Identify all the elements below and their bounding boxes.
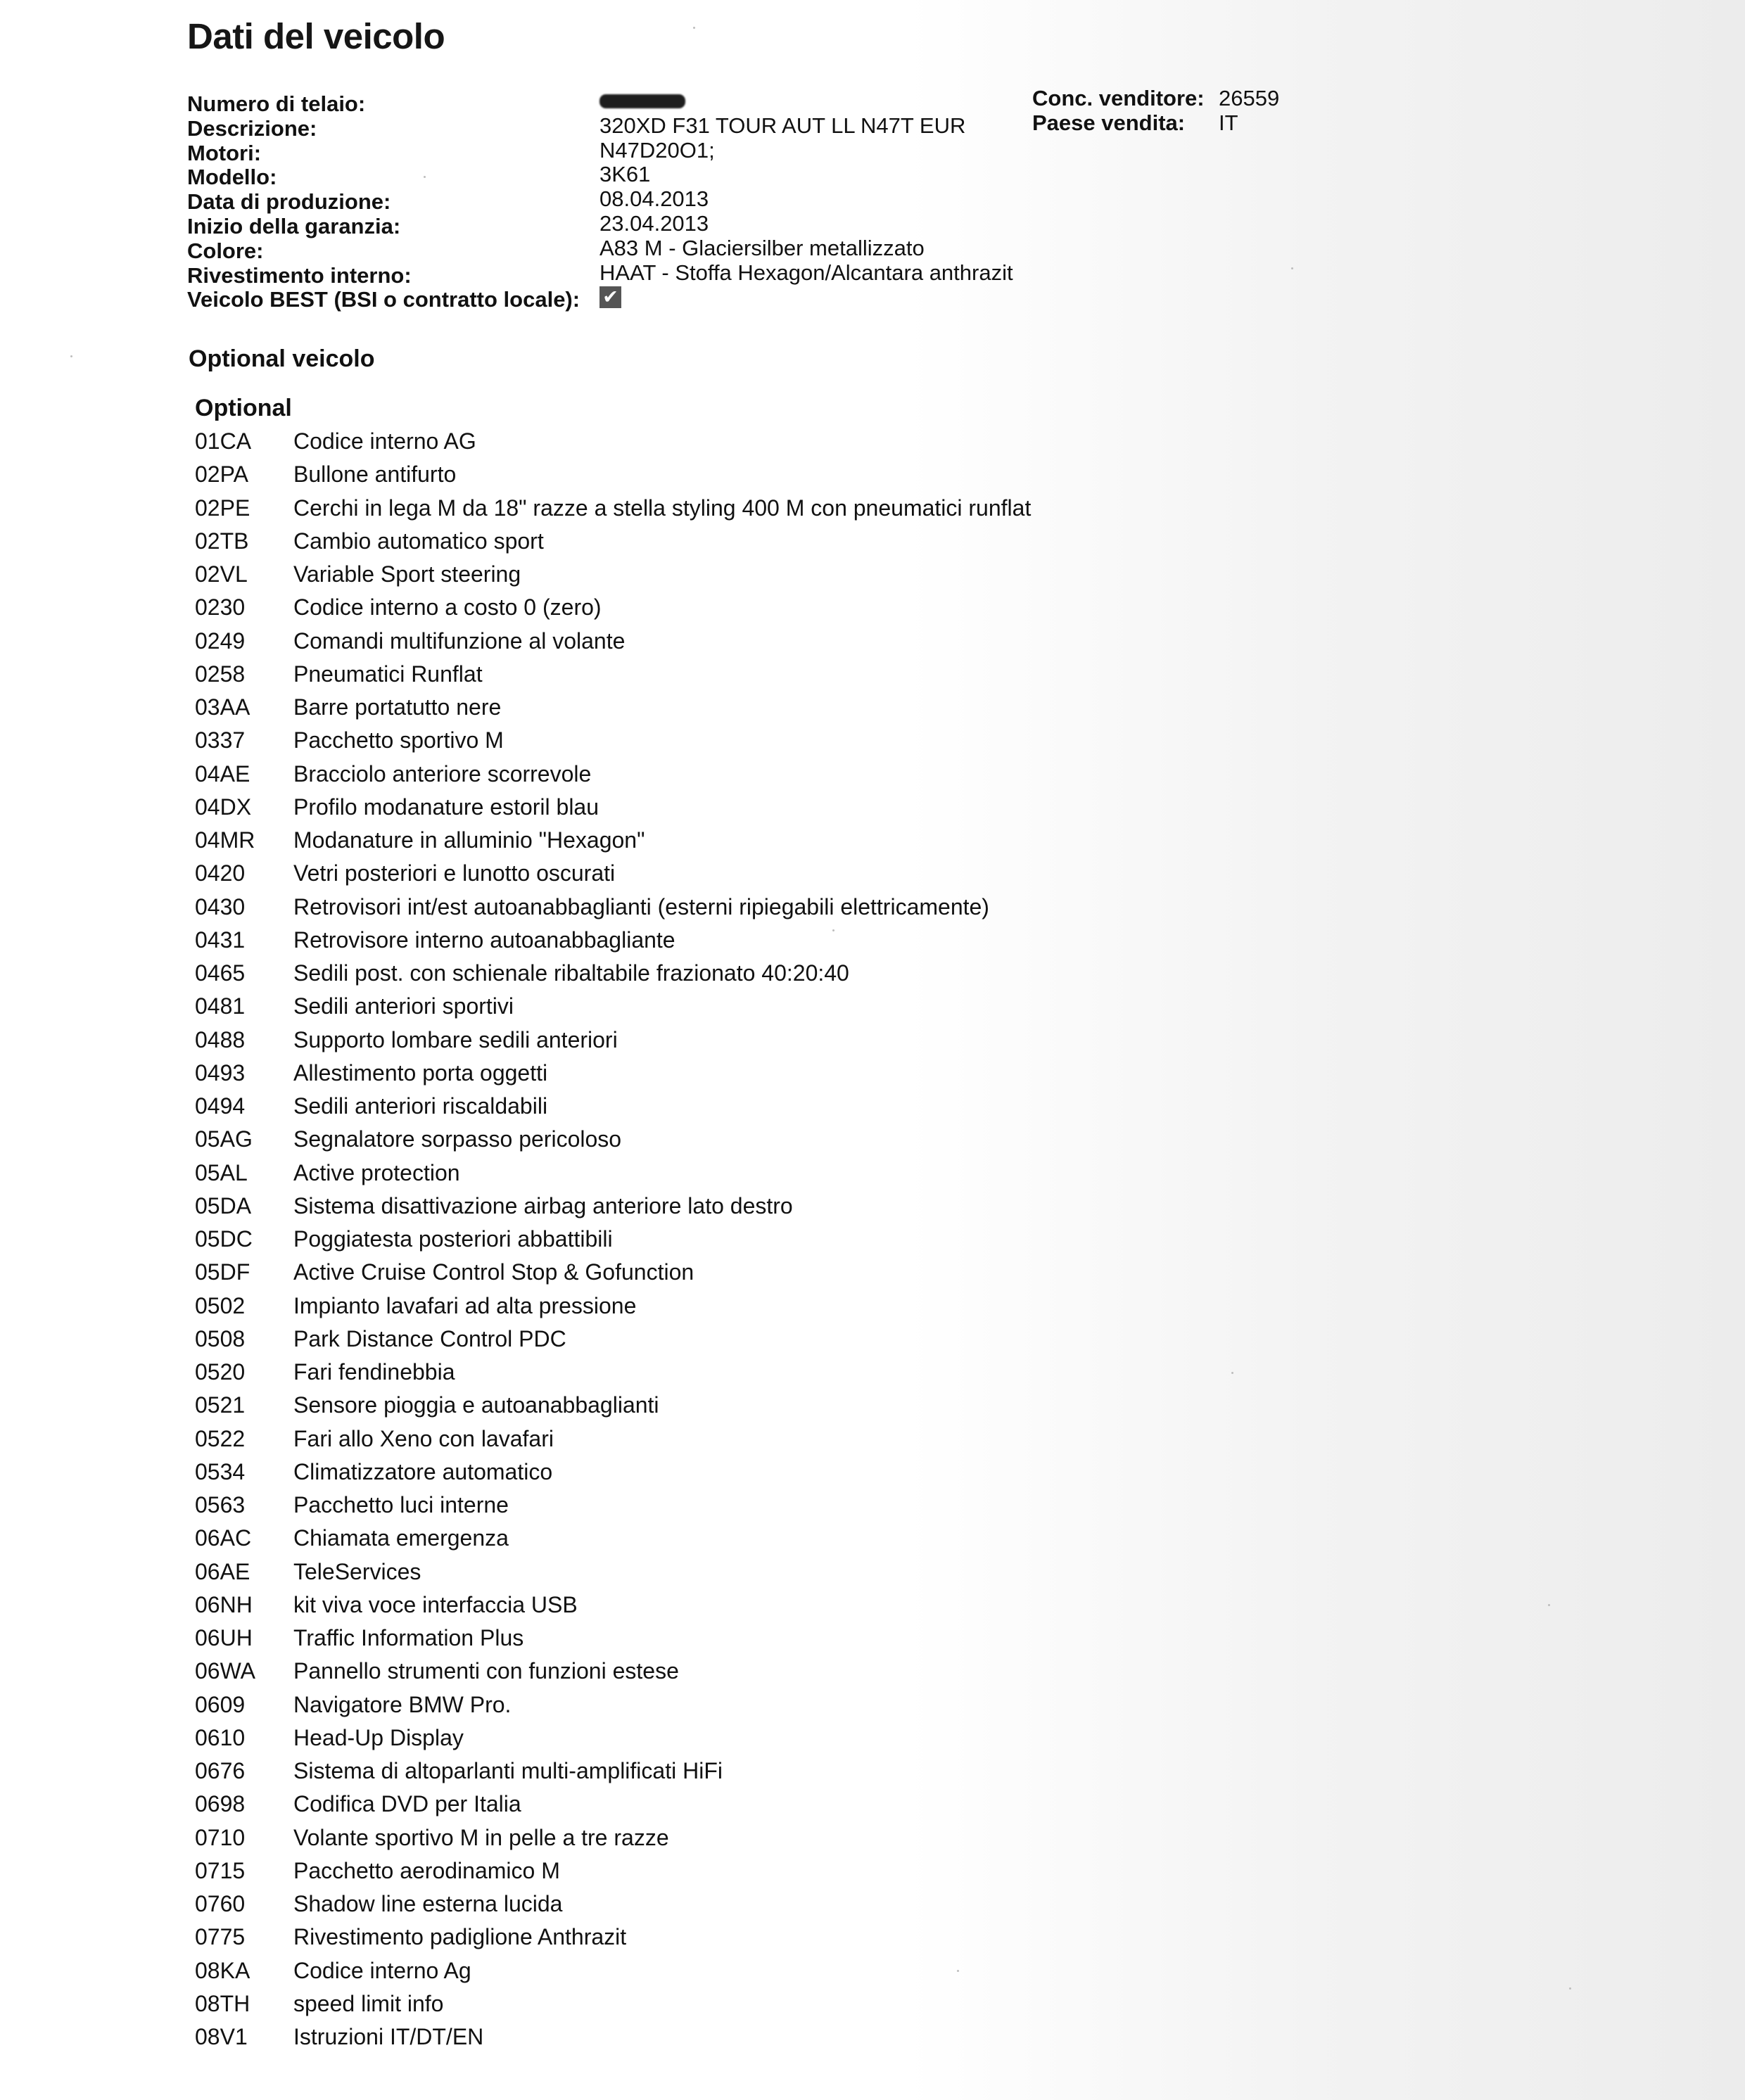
option-row <box>195 1356 1250 1389</box>
option-row <box>195 1788 1250 1821</box>
option-row <box>195 458 1250 491</box>
option-code: 06AC <box>195 1525 252 1551</box>
option-row <box>195 1223 1250 1256</box>
vehicle-info-labels <box>187 92 609 312</box>
option-description: Traffic Information Plus <box>293 1625 524 1650</box>
option-code: 05DA <box>195 1192 252 1218</box>
option-description: Head-Up Display <box>293 1724 464 1750</box>
option-description: Navigatore BMW Pro. <box>293 1691 512 1717</box>
country-label: Paese vendita: <box>1032 110 1186 135</box>
option-description: Pneumatici Runflat <box>293 661 483 687</box>
option-description: Pacchetto aerodinamico M <box>293 1857 560 1883</box>
option-description: Rivestimento padiglione Anthrazit <box>293 1924 627 1950</box>
option-code: 05AG <box>195 1126 253 1152</box>
value-model: 3K61 <box>599 162 651 187</box>
option-description: Allestimento porta oggetti <box>293 1059 548 1086</box>
option-row <box>195 625 1250 658</box>
option-code: 0563 <box>195 1492 246 1517</box>
vehicle-info-values <box>599 89 1036 310</box>
checkmark-icon: ✔ <box>602 286 618 308</box>
option-row <box>195 1888 1250 1921</box>
option-code: 0760 <box>195 1891 246 1916</box>
dealer-row <box>1032 87 1279 111</box>
scan-speck <box>70 355 72 357</box>
option-description: Sistema di altoparlanti multi-amplificati HiFi <box>293 1758 723 1783</box>
label-description: Descrizione: <box>187 115 317 141</box>
option-description: Bullone antifurto <box>293 462 457 488</box>
option-code: 0676 <box>195 1758 246 1783</box>
option-code: 01CA <box>195 428 252 454</box>
option-row <box>195 758 1250 791</box>
option-row <box>195 1123 1250 1156</box>
options-section-title: Optional veicolo <box>189 345 375 372</box>
option-code: 0488 <box>195 1026 246 1052</box>
option-row <box>195 1024 1250 1057</box>
option-row <box>195 1854 1250 1888</box>
dealer-value: 26559 <box>1219 86 1280 110</box>
option-row <box>195 724 1250 757</box>
option-code: 0715 <box>195 1857 246 1883</box>
value-best <box>599 285 1036 310</box>
option-row <box>195 1456 1250 1489</box>
option-row <box>195 1921 1250 1954</box>
option-row <box>195 1755 1250 1788</box>
option-description: Sedili post. con schienale ribaltabile frazionato 40:20:40 <box>293 960 849 986</box>
option-description: kit viva voce interfaccia USB <box>293 1591 578 1617</box>
option-description: Sensore pioggia e autoanabbaglianti <box>293 1392 659 1418</box>
option-description: Volante sportivo M in pelle a tre razze <box>293 1824 669 1850</box>
option-code: 0249 <box>195 628 246 654</box>
option-description: Poggiatesta posteriori abbattibili <box>293 1226 613 1252</box>
scan-speck <box>957 1970 959 1972</box>
option-row <box>195 2021 1250 2054</box>
option-code: 0431 <box>195 927 246 953</box>
option-description: TeleServices <box>293 1558 421 1584</box>
option-description: Chiamata emergenza <box>293 1525 509 1551</box>
option-description: Comandi multifunzione al volante <box>293 628 626 654</box>
option-code: 08V1 <box>195 2024 248 2049</box>
label-production-date: Data di produzione: <box>187 189 391 215</box>
option-description: Impianto lavafari ad alta pressione <box>293 1292 637 1318</box>
option-description: Bracciolo anteriore scorrevole <box>293 761 592 787</box>
option-row <box>195 1688 1250 1722</box>
option-code: 0420 <box>195 860 246 886</box>
option-row <box>195 591 1250 624</box>
option-row <box>195 1389 1250 1422</box>
option-description: Pannello strumenti con funzioni estese <box>293 1658 679 1684</box>
option-row <box>195 1555 1250 1589</box>
option-description: Retrovisore interno autoanabbagliante <box>293 927 675 953</box>
option-description: Variable Sport steering <box>293 561 521 587</box>
option-code: 03AA <box>195 694 250 720</box>
option-row <box>195 1057 1250 1090</box>
option-description: Barre portatutto nere <box>293 694 502 720</box>
option-description: Modanature in alluminio "Hexagon" <box>293 827 645 853</box>
option-description: Retrovisori int/est autoanabbaglianti (esterni ripiegabili elettricamente) <box>293 893 989 919</box>
option-description: Cerchi in lega M da 18" razze a stella styling 400 M con pneumatici runflat <box>293 495 1032 521</box>
option-description: Park Distance Control PDC <box>293 1325 566 1351</box>
option-description: Fari fendinebbia <box>293 1359 455 1385</box>
option-description: Sistema disattivazione airbag anteriore lato destro <box>293 1192 793 1218</box>
option-code: 0230 <box>195 594 246 621</box>
option-code: 04DX <box>195 794 252 820</box>
option-code: 0520 <box>195 1359 246 1385</box>
option-description: Shadow line esterna lucida <box>293 1891 563 1916</box>
option-description: Vetri posteriori e lunotto oscurati <box>293 860 616 886</box>
option-row <box>195 1821 1250 1854</box>
dealer-info <box>1032 87 1279 136</box>
option-code: 02TB <box>195 528 249 554</box>
scan-speck <box>1231 1372 1233 1374</box>
option-row <box>195 1157 1250 1190</box>
option-description: Segnalatore sorpasso pericoloso <box>293 1126 622 1152</box>
option-code: 05DC <box>195 1226 253 1252</box>
option-row <box>195 1090 1250 1123</box>
option-code: 0610 <box>195 1724 246 1750</box>
option-description: Istruzioni IT/DT/EN <box>293 2024 484 2049</box>
option-code: 0775 <box>195 1924 246 1950</box>
option-code: 0337 <box>195 727 246 753</box>
country-row <box>1032 111 1279 136</box>
option-row <box>195 1655 1250 1688</box>
scan-speck <box>1291 267 1293 269</box>
redacted-vin-mark <box>599 94 685 108</box>
value-interior: HAAT - Stoffa Hexagon/Alcantara anthrazit <box>599 260 1013 285</box>
option-code: 06UH <box>195 1625 253 1650</box>
option-code: 06WA <box>195 1658 255 1684</box>
value-production-date: 08.04.2013 <box>599 186 709 212</box>
page-title: Dati del veicolo <box>187 16 445 56</box>
option-description: Codice interno Ag <box>293 1957 471 1983</box>
dealer-label: Conc. venditore: <box>1032 86 1205 110</box>
option-row <box>195 1290 1250 1323</box>
option-row <box>195 1190 1250 1223</box>
option-row <box>195 1589 1250 1622</box>
option-code: 05AL <box>195 1159 248 1185</box>
option-code: 06NH <box>195 1591 253 1617</box>
option-code: 0698 <box>195 1791 246 1817</box>
option-description: Cambio automatico sport <box>293 528 544 554</box>
option-row <box>195 1423 1250 1456</box>
label-vin: Numero di telaio: <box>187 91 366 116</box>
value-description: 320XD F31 TOUR AUT LL N47T EUR <box>599 113 966 138</box>
option-row <box>195 558 1250 591</box>
option-code: 05DF <box>195 1259 250 1285</box>
options-list <box>195 425 1250 2054</box>
option-row <box>195 1722 1250 1755</box>
options-header: Optional <box>195 395 292 421</box>
option-code: 0430 <box>195 893 246 919</box>
option-description: Codice interno AG <box>293 428 476 454</box>
label-engines: Motori: <box>187 140 262 165</box>
option-code: 0508 <box>195 1325 246 1351</box>
option-description: Codice interno a costo 0 (zero) <box>293 594 602 621</box>
option-code: 04AE <box>195 761 250 787</box>
option-row <box>195 1323 1250 1356</box>
option-code: 08KA <box>195 1957 250 1983</box>
label-color: Colore: <box>187 238 264 263</box>
option-description: Profilo modanature estoril blau <box>293 794 599 820</box>
scan-speck <box>1548 1604 1550 1606</box>
option-row <box>195 525 1250 558</box>
option-code: 06AE <box>195 1558 250 1584</box>
option-code: 0258 <box>195 661 246 687</box>
value-vin <box>599 89 1036 114</box>
option-row <box>195 1987 1250 2021</box>
option-row <box>195 824 1250 857</box>
label-warranty-start: Inizio della garanzia: <box>187 213 401 238</box>
option-row <box>195 924 1250 957</box>
option-row <box>195 492 1250 525</box>
option-description: Sedili anteriori sportivi <box>293 993 514 1019</box>
scan-speck <box>693 27 695 29</box>
option-description: Codifica DVD per Italia <box>293 1791 521 1817</box>
option-description: Supporto lombare sedili anteriori <box>293 1026 618 1052</box>
option-row <box>195 857 1250 890</box>
option-description: speed limit info <box>293 1990 444 2016</box>
label-best: Veicolo BEST (BSI o contratto locale): <box>187 287 580 312</box>
option-description: Pacchetto luci interne <box>293 1492 509 1517</box>
option-row <box>195 1954 1250 1987</box>
option-row <box>195 691 1250 724</box>
option-code: 0609 <box>195 1691 246 1717</box>
option-row <box>195 1622 1250 1655</box>
scan-speck <box>832 929 835 931</box>
option-code: 0494 <box>195 1093 246 1119</box>
option-description: Fari allo Xeno con lavafari <box>293 1425 554 1451</box>
option-row <box>195 990 1250 1023</box>
option-code: 0465 <box>195 960 246 986</box>
option-row <box>195 425 1250 458</box>
scan-speck <box>1569 1987 1571 1990</box>
option-row <box>195 658 1250 691</box>
option-row <box>195 957 1250 990</box>
option-code: 08TH <box>195 1990 250 2016</box>
option-code: 04MR <box>195 827 255 853</box>
country-value: IT <box>1219 110 1238 135</box>
option-code: 0710 <box>195 1824 246 1850</box>
option-description: Sedili anteriori riscaldabili <box>293 1093 548 1119</box>
label-interior: Rivestimento interno: <box>187 262 412 288</box>
option-row <box>195 1522 1250 1555</box>
option-code: 0481 <box>195 993 246 1019</box>
option-row <box>195 1489 1250 1522</box>
label-model: Modello: <box>187 165 277 190</box>
option-row <box>195 1256 1250 1289</box>
option-code: 02VL <box>195 561 248 587</box>
option-code: 0493 <box>195 1059 246 1086</box>
option-row <box>195 791 1250 824</box>
option-description: Climatizzatore automatico <box>293 1458 553 1484</box>
scan-speck <box>424 176 426 178</box>
value-color: A83 M - Glaciersilber metallizzato <box>599 235 925 260</box>
option-code: 0502 <box>195 1292 246 1318</box>
best-checkbox[interactable] <box>599 286 621 308</box>
option-code: 0534 <box>195 1458 246 1484</box>
option-description: Active Cruise Control Stop & Gofunction <box>293 1259 694 1285</box>
option-row <box>195 891 1250 924</box>
option-description: Active protection <box>293 1159 460 1185</box>
option-code: 02PE <box>195 495 250 521</box>
option-code: 0522 <box>195 1425 246 1451</box>
option-description: Pacchetto sportivo M <box>293 727 504 753</box>
value-engines: N47D20O1; <box>599 137 715 163</box>
value-warranty-start: 23.04.2013 <box>599 210 709 236</box>
option-code: 0521 <box>195 1392 246 1418</box>
option-code: 02PA <box>195 462 248 488</box>
